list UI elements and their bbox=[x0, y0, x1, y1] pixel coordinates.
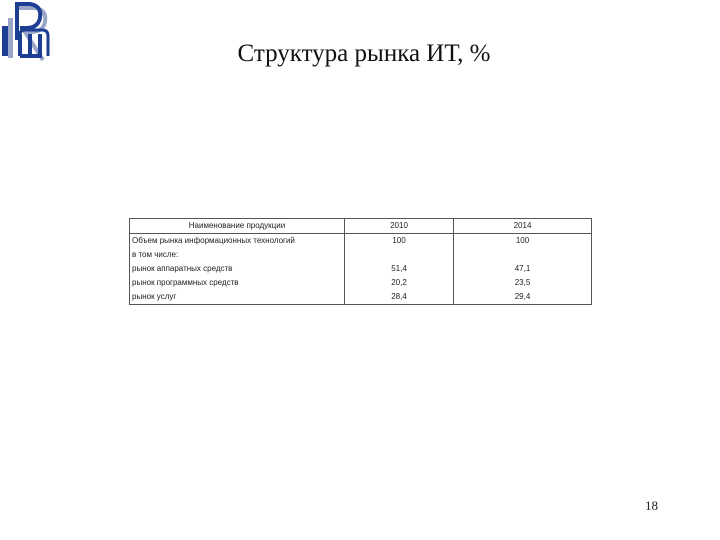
table-row bbox=[130, 248, 592, 262]
table-cell: 29,4 bbox=[514, 292, 531, 301]
column-header: Наименование продукции bbox=[130, 219, 345, 234]
table-cell bbox=[345, 248, 454, 262]
table-cell bbox=[454, 248, 592, 262]
table-header-row bbox=[130, 219, 592, 234]
slide-title: Структура рынка ИТ, % bbox=[237, 40, 491, 67]
table-row bbox=[130, 262, 592, 276]
column-header: 2014 bbox=[454, 219, 592, 234]
table-cell: 47,1 bbox=[514, 264, 531, 273]
table-cell: 100 bbox=[515, 236, 530, 245]
table-row bbox=[130, 234, 592, 249]
table-cell: рынок программных средств bbox=[130, 276, 345, 290]
table-row bbox=[130, 276, 592, 290]
table-cell: 23,5 bbox=[514, 278, 531, 287]
table-row bbox=[130, 290, 592, 305]
column-header: 2010 bbox=[345, 219, 454, 234]
data-table bbox=[129, 218, 592, 305]
table-cell: 28,4 bbox=[345, 290, 454, 305]
table-cell: в том числе: bbox=[130, 248, 345, 262]
table-cell: Объем рынка информационных технологий bbox=[130, 234, 345, 249]
page-number: 18 bbox=[645, 498, 658, 513]
table-cell: рынок аппаратных средств bbox=[130, 262, 345, 276]
table-cell: 51,4 bbox=[345, 262, 454, 276]
table-cell: 100 bbox=[345, 234, 454, 249]
table-cell: 20,2 bbox=[345, 276, 454, 290]
table-cell: рынок услуг bbox=[130, 290, 345, 305]
